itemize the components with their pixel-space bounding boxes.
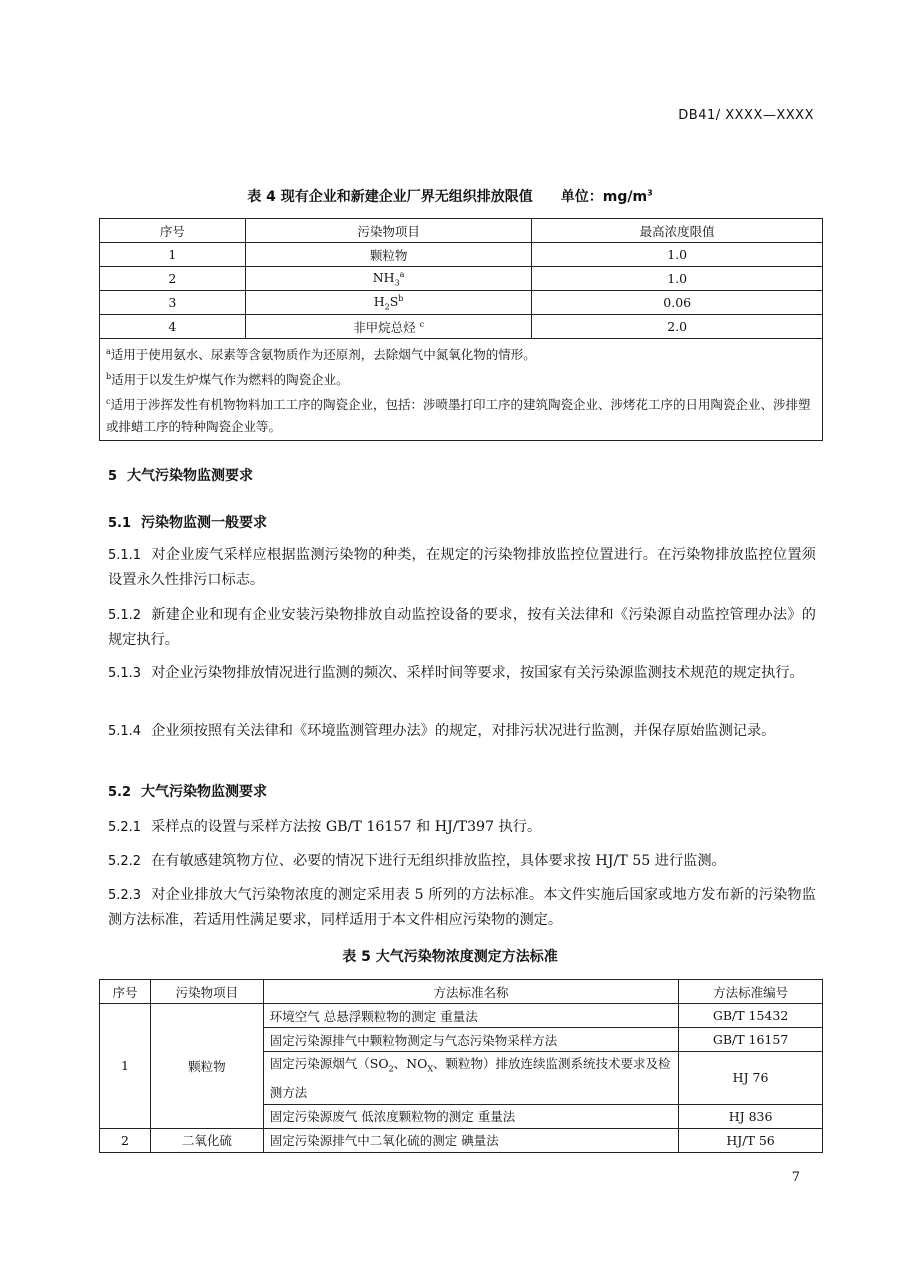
row-method: 固定污染源废气 低浓度颗粒物的测定 重量法: [263, 1104, 678, 1128]
row-no: 1: [100, 243, 246, 267]
row-no: 1: [100, 1004, 151, 1129]
row-code: HJ/T 56: [679, 1128, 823, 1152]
table-row: [100, 243, 823, 267]
table-row: [100, 267, 823, 291]
paragraph-5-2-2: 5.2.2 在有敏感建筑物方位、必要的情况下进行无组织排放监控，具体要求按 HJ/T 55 进行监测。: [108, 853, 726, 869]
page-number: 7: [791, 1170, 800, 1185]
table4-notes: [100, 339, 823, 441]
section-5-heading: 5 大气污染物监测要求: [108, 468, 254, 484]
row-item: 二氧化硫: [150, 1128, 263, 1152]
table5-col-no: 序号: [100, 980, 151, 1004]
table5-caption: 表 5 大气污染物浓度测定方法标准: [342, 949, 558, 965]
row-code: GB/T 15432: [679, 1004, 823, 1028]
paragraph-5-1-4: 5.1.4 企业须按照有关法律和《环境监测管理办法》的规定，对排污状况进行监测，并保存原始监测记录。: [108, 723, 776, 739]
table4-col-no: 序号: [100, 219, 246, 243]
row-no: 2: [100, 267, 246, 291]
paragraph-5-1-2: 5.1.2 新建企业和现有企业安装污染物排放自动监控设备的要求，按有关法律和《污染源自动监控管理办法》的规定执行。: [108, 607, 816, 648]
paragraph-5-2-1: 5.2.1 采样点的设置与采样方法按 GB/T 16157 和 HJ/T397 执行。: [108, 819, 542, 835]
table4: [99, 218, 823, 441]
section-5-1-heading: 5.1 污染物监测一般要求: [108, 515, 268, 531]
row-method: 环境空气 总悬浮颗粒物的测定 重量法: [263, 1004, 678, 1028]
section-5-2-heading: 5.2 大气污染物监测要求: [108, 784, 268, 800]
table4-col-item: 污染物项目: [245, 219, 532, 243]
table5-header-row: [100, 980, 823, 1004]
row-method: 固定污染源烟气（$SO_2$、$NO_X$、颗粒物）排放连续监测系统技术要求及检测方法: [263, 1052, 678, 1105]
table-row: [100, 315, 823, 339]
table5-col-item: 污染物项目: [150, 980, 263, 1004]
row-value: 0.06: [532, 291, 823, 315]
row-code: GB/T 16157: [679, 1028, 823, 1052]
table4-title: 表 4 现有企业和新建企业厂界无组织排放限值: [247, 189, 533, 205]
row-method: 固定污染源排气中颗粒物测定与气态污染物采样方法: [263, 1028, 678, 1052]
table4-unit: 单位：$mg/m^3$: [560, 188, 653, 205]
table-row: [100, 1128, 823, 1152]
row-value: 1.0: [532, 243, 823, 267]
note-b: $^b$适用于以发生炉煤气作为燃料的陶瓷企业。: [106, 372, 349, 388]
table4-col-limit: 最高浓度限值: [532, 219, 823, 243]
row-item: $NH_3^a$: [245, 267, 532, 291]
note-c: $^c$适用于涉挥发性有机物物料加工工序的陶瓷企业，包括：涉喷墨打印工序的建筑陶瓷企业、涉烤花工序的日用陶瓷企业、涉排塑或排蜡工序的特种陶瓷企业等。: [106, 397, 811, 435]
paragraph-5-1-3: 5.1.3 对企业污染物排放情况进行监测的频次、采样时间等要求，按国家有关污染源监测技术规范的规定执行。: [108, 665, 804, 681]
table5-col-method: 方法标准名称: [263, 980, 678, 1004]
row-code: HJ 76: [679, 1052, 823, 1105]
row-no: 3: [100, 291, 246, 315]
table4-header-row: [100, 219, 823, 243]
table5-col-code: 方法标准编号: [679, 980, 823, 1004]
row-item: 颗粒物: [245, 243, 532, 267]
row-no: 4: [100, 315, 246, 339]
paragraph-5-1-1: 5.1.1 对企业废气采样应根据监测污染物的种类，在规定的污染物排放监控位置进行。在污染物排放监控位置须设置永久性排污口标志。: [108, 547, 816, 588]
table-row: [100, 1004, 823, 1028]
document-id: DB41/ XXXX—XXXX: [678, 108, 814, 123]
row-code: HJ 836: [679, 1104, 823, 1128]
row-no: 2: [100, 1128, 151, 1152]
row-item: $H_2S^b$: [245, 291, 532, 315]
row-item: 颗粒物: [150, 1004, 263, 1129]
note-a: $^a$适用于使用氨水、尿素等含氨物质作为还原剂，去除烟气中氮氧化物的情形。: [106, 347, 536, 363]
row-value: 1.0: [532, 267, 823, 291]
row-method: 固定污染源排气中二氧化硫的测定 碘量法: [263, 1128, 678, 1152]
table4-caption: [0, 186, 900, 206]
paragraph-5-2-3: 5.2.3 对企业排放大气污染物浓度的测定采用表 5 所列的方法标准。本文件实施后国家或地方发布新的污染物监测方法标准，若适用性满足要求，同样适用于本文件相应污染物的测定。: [108, 887, 816, 928]
row-value: 2.0: [532, 315, 823, 339]
table-row: [100, 291, 823, 315]
table5: [99, 979, 823, 1153]
row-item: 非甲烷总烃 $^c$: [245, 315, 532, 339]
